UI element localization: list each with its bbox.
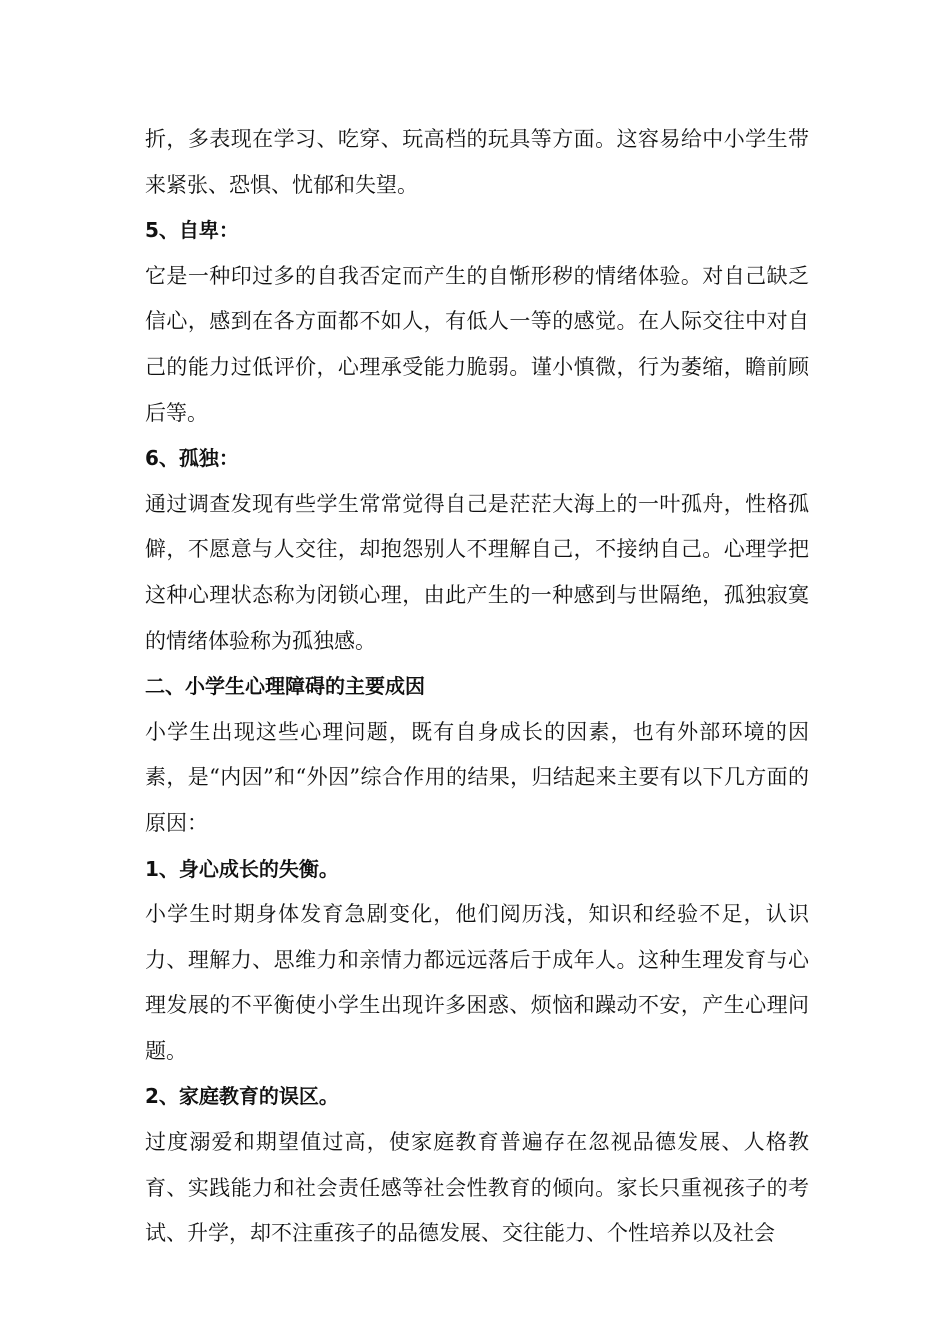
heading-imbalance: 1、身心成长的失衡。: [145, 856, 339, 881]
heading-inferiority: 5、自卑：: [145, 218, 239, 243]
paragraph-inferiority: 它是一种印过多的自我否定而产生的自惭形秽的情绪体验。对自己缺乏信心，感到在各方面都不如人，有低人一等的感觉。在人际交往中对自己的能力过低评价，心理承受能力脆弱。谨小慎微，行为萎缩，瞻前顾后等。: [145, 263, 809, 425]
section-heading-causes: 二、小学生心理障碍的主要成因: [145, 674, 425, 699]
heading-loneliness: 6、孤独：: [145, 446, 239, 471]
document-body: [145, 117, 809, 1257]
paragraph-continuation: 折，多表现在学习、吃穿、玩高档的玩具等方面。这容易给中小学生带来紧张、恐惧、忧郁和失望。: [145, 127, 809, 197]
paragraph-family-education: 过度溺爱和期望值过高，使家庭教育普遍存在忽视品德发展、人格教育、实践能力和社会责任感等社会性教育的倾向。家长只重视孩子的考试、升学，却不注重孩子的品德发展、交往能力、个性培养以及社会: [145, 1130, 809, 1246]
heading-family-education: 2、家庭教育的误区。: [145, 1084, 339, 1109]
paragraph-imbalance: 小学生时期身体发育急剧变化，他们阅历浅，知识和经验不足，认识力、理解力、思维力和亲情力都远远落后于成年人。这种生理发育与心理发展的不平衡使小学生出现许多困惑、烦恼和躁动不安，产生心理问题。: [145, 902, 809, 1063]
paragraph-loneliness: 通过调查发现有些学生常常觉得自己是茫茫大海上的一叶孤舟，性格孤僻，不愿意与人交往，却抱怨别人不理解自己，不接纳自己。心理学把这种心理状态称为闭锁心理，由此产生的一种感到与世隔绝，孤独寂寞的情绪体验称为孤独感。: [145, 491, 809, 653]
paragraph-causes-intro: 小学生出现这些心理问题，既有自身成长的因素，也有外部环境的因素，是“内因”和“外因”综合作用的结果，归结起来主要有以下几方面的原因：: [145, 719, 809, 835]
